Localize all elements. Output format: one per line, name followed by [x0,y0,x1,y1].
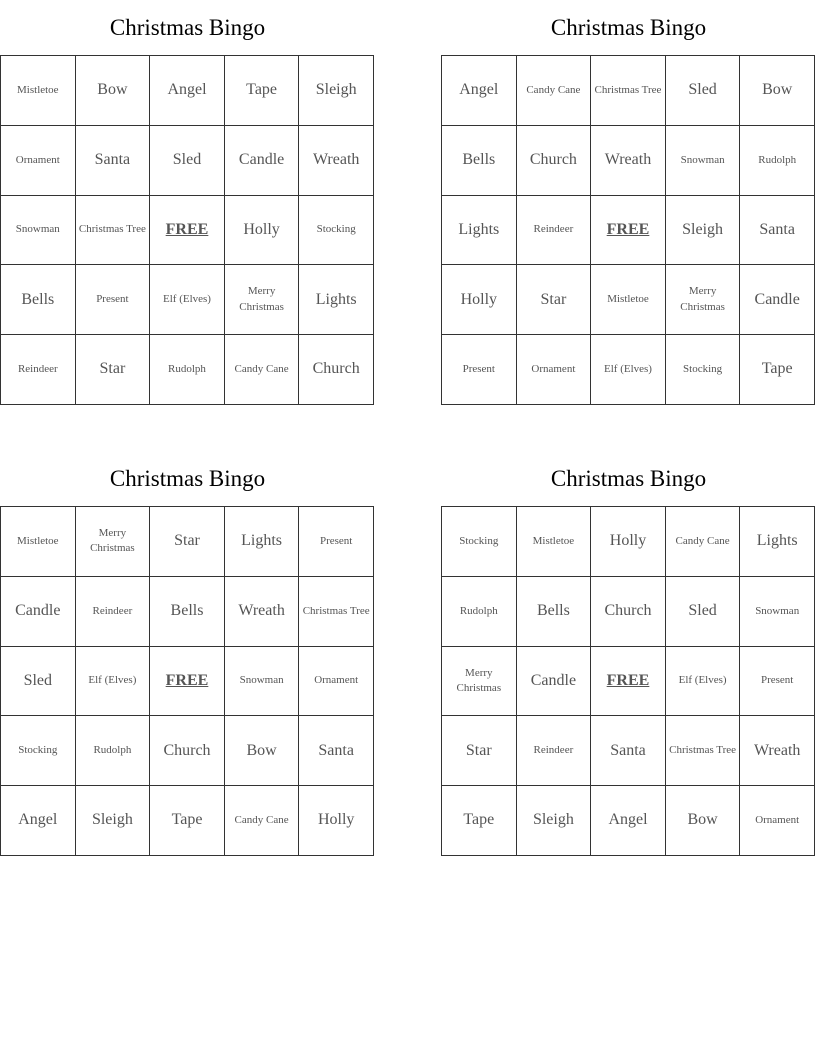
card-title: Christmas Bingo [550,15,707,40]
bingo-cell: Santa [299,716,374,786]
bingo-cell: Sled [666,577,741,647]
bingo-cell: Rudolph [442,577,517,647]
bingo-cell: Star [442,716,517,786]
bingo-cell: Bells [1,265,76,335]
bingo-cell: Tape [442,786,517,856]
bingo-cell: Lights [299,265,374,335]
bingo-cell: Candy Cane [666,507,741,577]
bingo-cell: Present [76,265,151,335]
card-title: Christmas Bingo [109,15,266,40]
bingo-cell: Merry Christmas [76,507,151,577]
bingo-cell: Santa [76,126,151,196]
bingo-cell: Candle [740,265,815,335]
free-space-cell: FREE [591,647,666,717]
bingo-cell: Rudolph [150,335,225,405]
bingo-cell: Sleigh [299,56,374,126]
bingo-cell: Sleigh [76,786,151,856]
free-space-cell: FREE [591,196,666,266]
bingo-cell: Ornament [299,647,374,717]
bingo-cell: Tape [225,56,300,126]
bingo-cell: Stocking [299,196,374,266]
bingo-cell: Snowman [1,196,76,266]
bingo-cell: Star [517,265,592,335]
bingo-cell: Snowman [740,577,815,647]
bingo-cell: Lights [225,507,300,577]
bingo-cell: Snowman [225,647,300,717]
bingo-cell: Santa [591,716,666,786]
bingo-cell: Candy Cane [225,786,300,856]
bingo-cell: Sleigh [517,786,592,856]
bingo-cell: Ornament [1,126,76,196]
free-space-cell: FREE [150,196,225,266]
bingo-cell: Holly [442,265,517,335]
bingo-grid [0,55,374,405]
bingo-grid [0,506,374,856]
bingo-cell: Holly [299,786,374,856]
bingo-cell: Angel [442,56,517,126]
free-space-cell: FREE [150,647,225,717]
bingo-cell: Wreath [740,716,815,786]
bingo-grid [441,506,815,856]
bingo-cell: Candle [225,126,300,196]
bingo-cell: Candle [517,647,592,717]
bingo-cell: Angel [150,56,225,126]
bingo-cell: Bells [442,126,517,196]
bingo-cell: Candle [1,577,76,647]
card-title: Christmas Bingo [550,466,707,491]
bingo-cell: Lights [442,196,517,266]
bingo-cell: Christmas Tree [666,716,741,786]
bingo-cell: Bells [150,577,225,647]
bingo-cell: Bells [517,577,592,647]
bingo-cell: Tape [740,335,815,405]
bingo-cell: Reindeer [517,716,592,786]
bingo-cell: Present [299,507,374,577]
bingo-cell: Angel [1,786,76,856]
bingo-cell: Holly [225,196,300,266]
bingo-cell: Mistletoe [1,507,76,577]
bingo-cell: Candy Cane [517,56,592,126]
bingo-cell: Mistletoe [1,56,76,126]
bingo-cell: Sled [1,647,76,717]
bingo-cell: Merry Christmas [666,265,741,335]
bingo-cell: Snowman [666,126,741,196]
bingo-cell: Stocking [442,507,517,577]
bingo-cell: Elf (Elves) [666,647,741,717]
bingo-cell: Wreath [299,126,374,196]
bingo-cell: Mistletoe [591,265,666,335]
bingo-cell: Wreath [225,577,300,647]
bingo-cell: Santa [740,196,815,266]
bingo-cell: Reindeer [1,335,76,405]
bingo-cell: Present [740,647,815,717]
bingo-grid [441,55,815,405]
bingo-cell: Rudolph [740,126,815,196]
bingo-cell: Sled [666,56,741,126]
bingo-cell: Church [299,335,374,405]
bingo-cell: Bow [225,716,300,786]
bingo-cell: Christmas Tree [591,56,666,126]
bingo-cell: Star [150,507,225,577]
bingo-cell: Present [442,335,517,405]
bingo-cell: Holly [591,507,666,577]
bingo-cell: Elf (Elves) [591,335,666,405]
bingo-cell: Candy Cane [225,335,300,405]
bingo-cell: Stocking [666,335,741,405]
bingo-cell: Ornament [740,786,815,856]
bingo-cell: Elf (Elves) [150,265,225,335]
bingo-cell: Sleigh [666,196,741,266]
bingo-cell: Rudolph [76,716,151,786]
bingo-cell: Merry Christmas [442,647,517,717]
bingo-cell: Bow [666,786,741,856]
bingo-cell: Ornament [517,335,592,405]
bingo-cell: Lights [740,507,815,577]
bingo-cell: Christmas Tree [76,196,151,266]
bingo-cell: Church [591,577,666,647]
bingo-cell: Mistletoe [517,507,592,577]
bingo-cell: Bow [740,56,815,126]
bingo-cell: Bow [76,56,151,126]
bingo-cell: Reindeer [76,577,151,647]
bingo-cell: Elf (Elves) [76,647,151,717]
bingo-cell: Christmas Tree [299,577,374,647]
bingo-cell: Church [517,126,592,196]
bingo-cell: Star [76,335,151,405]
bingo-cell: Wreath [591,126,666,196]
bingo-cell: Merry Christmas [225,265,300,335]
bingo-cell: Reindeer [517,196,592,266]
bingo-cell: Angel [591,786,666,856]
bingo-cell: Tape [150,786,225,856]
bingo-cell: Stocking [1,716,76,786]
bingo-cell: Church [150,716,225,786]
card-title: Christmas Bingo [109,466,266,491]
bingo-cell: Sled [150,126,225,196]
